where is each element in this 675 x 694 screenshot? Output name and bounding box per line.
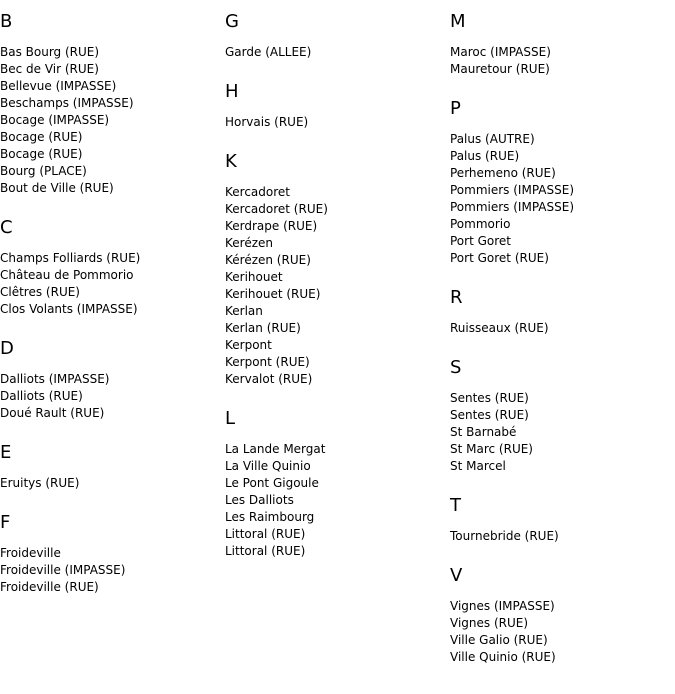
street-name: Ruisseaux (RUE) xyxy=(450,321,549,335)
street-name: Port Goret (RUE) xyxy=(450,251,549,265)
street-name: Kercadoret (RUE) xyxy=(225,202,328,216)
letter-group xyxy=(0,337,220,422)
letter-group xyxy=(225,407,445,560)
letter-heading: B xyxy=(0,11,13,32)
street-name: Bellevue (IMPASSE) xyxy=(0,79,117,93)
street-name: Bocage (IMPASSE) xyxy=(0,113,110,127)
street-name: Clos Volants (IMPASSE) xyxy=(0,302,138,316)
street-list xyxy=(0,44,220,197)
street-name: La Ville Quinio xyxy=(225,459,311,473)
street-name: Le Pont Gigoule xyxy=(225,476,319,490)
street-name: Dalliots (IMPASSE) xyxy=(0,372,110,386)
street-list xyxy=(225,184,445,388)
street-name: Beschamps (IMPASSE) xyxy=(0,96,134,110)
letter-group xyxy=(0,511,220,596)
letter-group xyxy=(450,356,670,475)
street-name: Bocage (RUE) xyxy=(0,147,83,161)
street-name: Pommiers (IMPASSE) xyxy=(450,200,574,214)
letter-group xyxy=(450,97,670,267)
street-list xyxy=(225,114,445,131)
street-name: Kérézen (RUE) xyxy=(225,253,311,267)
street-name: Port Goret xyxy=(450,234,512,248)
street-name: Château de Pommorio xyxy=(0,268,134,282)
street-list xyxy=(0,250,220,318)
street-name: Kerpont xyxy=(225,338,272,352)
letter-heading: D xyxy=(0,338,14,359)
street-name: Ville Quinio (RUE) xyxy=(450,650,556,664)
street-list xyxy=(450,44,670,78)
street-name: Les Raimbourg xyxy=(225,510,315,524)
street-name: Tournebride (RUE) xyxy=(450,529,559,543)
letter-heading: E xyxy=(0,442,12,463)
street-name: Perhemeno (RUE) xyxy=(450,166,556,180)
street-name: Froideville (IMPASSE) xyxy=(0,563,126,577)
street-name: Palus (AUTRE) xyxy=(450,132,535,146)
letter-heading: L xyxy=(225,408,236,429)
street-name: Kerihouet (RUE) xyxy=(225,287,321,301)
letter-group xyxy=(0,441,220,492)
letter-heading: H xyxy=(225,81,239,102)
letter-group xyxy=(225,10,445,61)
letter-group xyxy=(450,494,670,545)
street-list xyxy=(450,390,670,475)
street-name: Kerlan (RUE) xyxy=(225,321,301,335)
street-name: Kercadoret xyxy=(225,185,290,199)
street-name: La Lande Mergat xyxy=(225,442,326,456)
street-name: Littoral (RUE) xyxy=(225,544,306,558)
street-index-column-1 xyxy=(0,10,220,615)
letter-heading: G xyxy=(225,11,239,32)
street-name: Pommiers (IMPASSE) xyxy=(450,183,574,197)
street-list xyxy=(450,131,670,267)
street-name: St Barnabé xyxy=(450,425,517,439)
street-name: Littoral (RUE) xyxy=(225,527,306,541)
street-name: Les Dalliots xyxy=(225,493,294,507)
street-list xyxy=(225,44,445,61)
street-name: Froideville xyxy=(0,546,61,560)
letter-heading: C xyxy=(0,217,13,238)
street-list xyxy=(0,545,220,596)
street-name: Kervalot (RUE) xyxy=(225,372,313,386)
letter-heading: S xyxy=(450,357,462,378)
street-name: St Marc (RUE) xyxy=(450,442,533,456)
street-list xyxy=(450,528,670,545)
street-name: Bocage (RUE) xyxy=(0,130,83,144)
street-name: Sentes (RUE) xyxy=(450,408,529,422)
street-list xyxy=(0,475,220,492)
street-name: Garde (ALLEE) xyxy=(225,45,312,59)
street-name: Bas Bourg (RUE) xyxy=(0,45,100,59)
street-name: St Marcel xyxy=(450,459,506,473)
street-name: Bout de Ville (RUE) xyxy=(0,181,114,195)
letter-group xyxy=(450,10,670,78)
street-name: Kerpont (RUE) xyxy=(225,355,310,369)
letter-group xyxy=(225,150,445,388)
street-name: Kerlan xyxy=(225,304,263,318)
letter-group xyxy=(225,80,445,131)
street-name: Eruitys (RUE) xyxy=(0,476,80,490)
letter-group xyxy=(450,286,670,337)
letter-heading: V xyxy=(450,565,463,586)
street-list xyxy=(450,598,670,666)
street-name: Froideville (RUE) xyxy=(0,580,99,594)
street-name: Vignes (RUE) xyxy=(450,616,529,630)
street-name: Bourg (PLACE) xyxy=(0,164,87,178)
street-name: Champs Folliards (RUE) xyxy=(0,251,141,265)
street-name: Kerézen xyxy=(225,236,273,250)
letter-group xyxy=(0,216,220,318)
street-name: Vignes (IMPASSE) xyxy=(450,599,555,613)
street-name: Ville Galio (RUE) xyxy=(450,633,548,647)
street-name: Doué Rault (RUE) xyxy=(0,406,105,420)
letter-heading: R xyxy=(450,287,463,308)
street-name: Dalliots (RUE) xyxy=(0,389,83,403)
street-name: Kerdrape (RUE) xyxy=(225,219,318,233)
street-name: Bec de Vir (RUE) xyxy=(0,62,99,76)
street-name: Horvais (RUE) xyxy=(225,115,309,129)
letter-heading: P xyxy=(450,98,461,119)
street-index-column-2 xyxy=(225,10,445,579)
letter-group xyxy=(450,564,670,666)
letter-heading: M xyxy=(450,11,466,32)
street-name: Kerihouet xyxy=(225,270,283,284)
street-name: Palus (RUE) xyxy=(450,149,520,163)
street-name: Mauretour (RUE) xyxy=(450,62,550,76)
letter-heading: F xyxy=(0,512,11,533)
letter-heading: K xyxy=(225,151,237,172)
street-name: Sentes (RUE) xyxy=(450,391,529,405)
street-list xyxy=(450,320,670,337)
street-name: Maroc (IMPASSE) xyxy=(450,45,551,59)
street-list xyxy=(0,371,220,422)
letter-group xyxy=(0,10,220,197)
street-name: Clêtres (RUE) xyxy=(0,285,80,299)
letter-heading: T xyxy=(450,495,461,516)
street-list xyxy=(225,441,445,560)
street-index-column-3 xyxy=(450,10,670,685)
street-name: Pommorio xyxy=(450,217,511,231)
